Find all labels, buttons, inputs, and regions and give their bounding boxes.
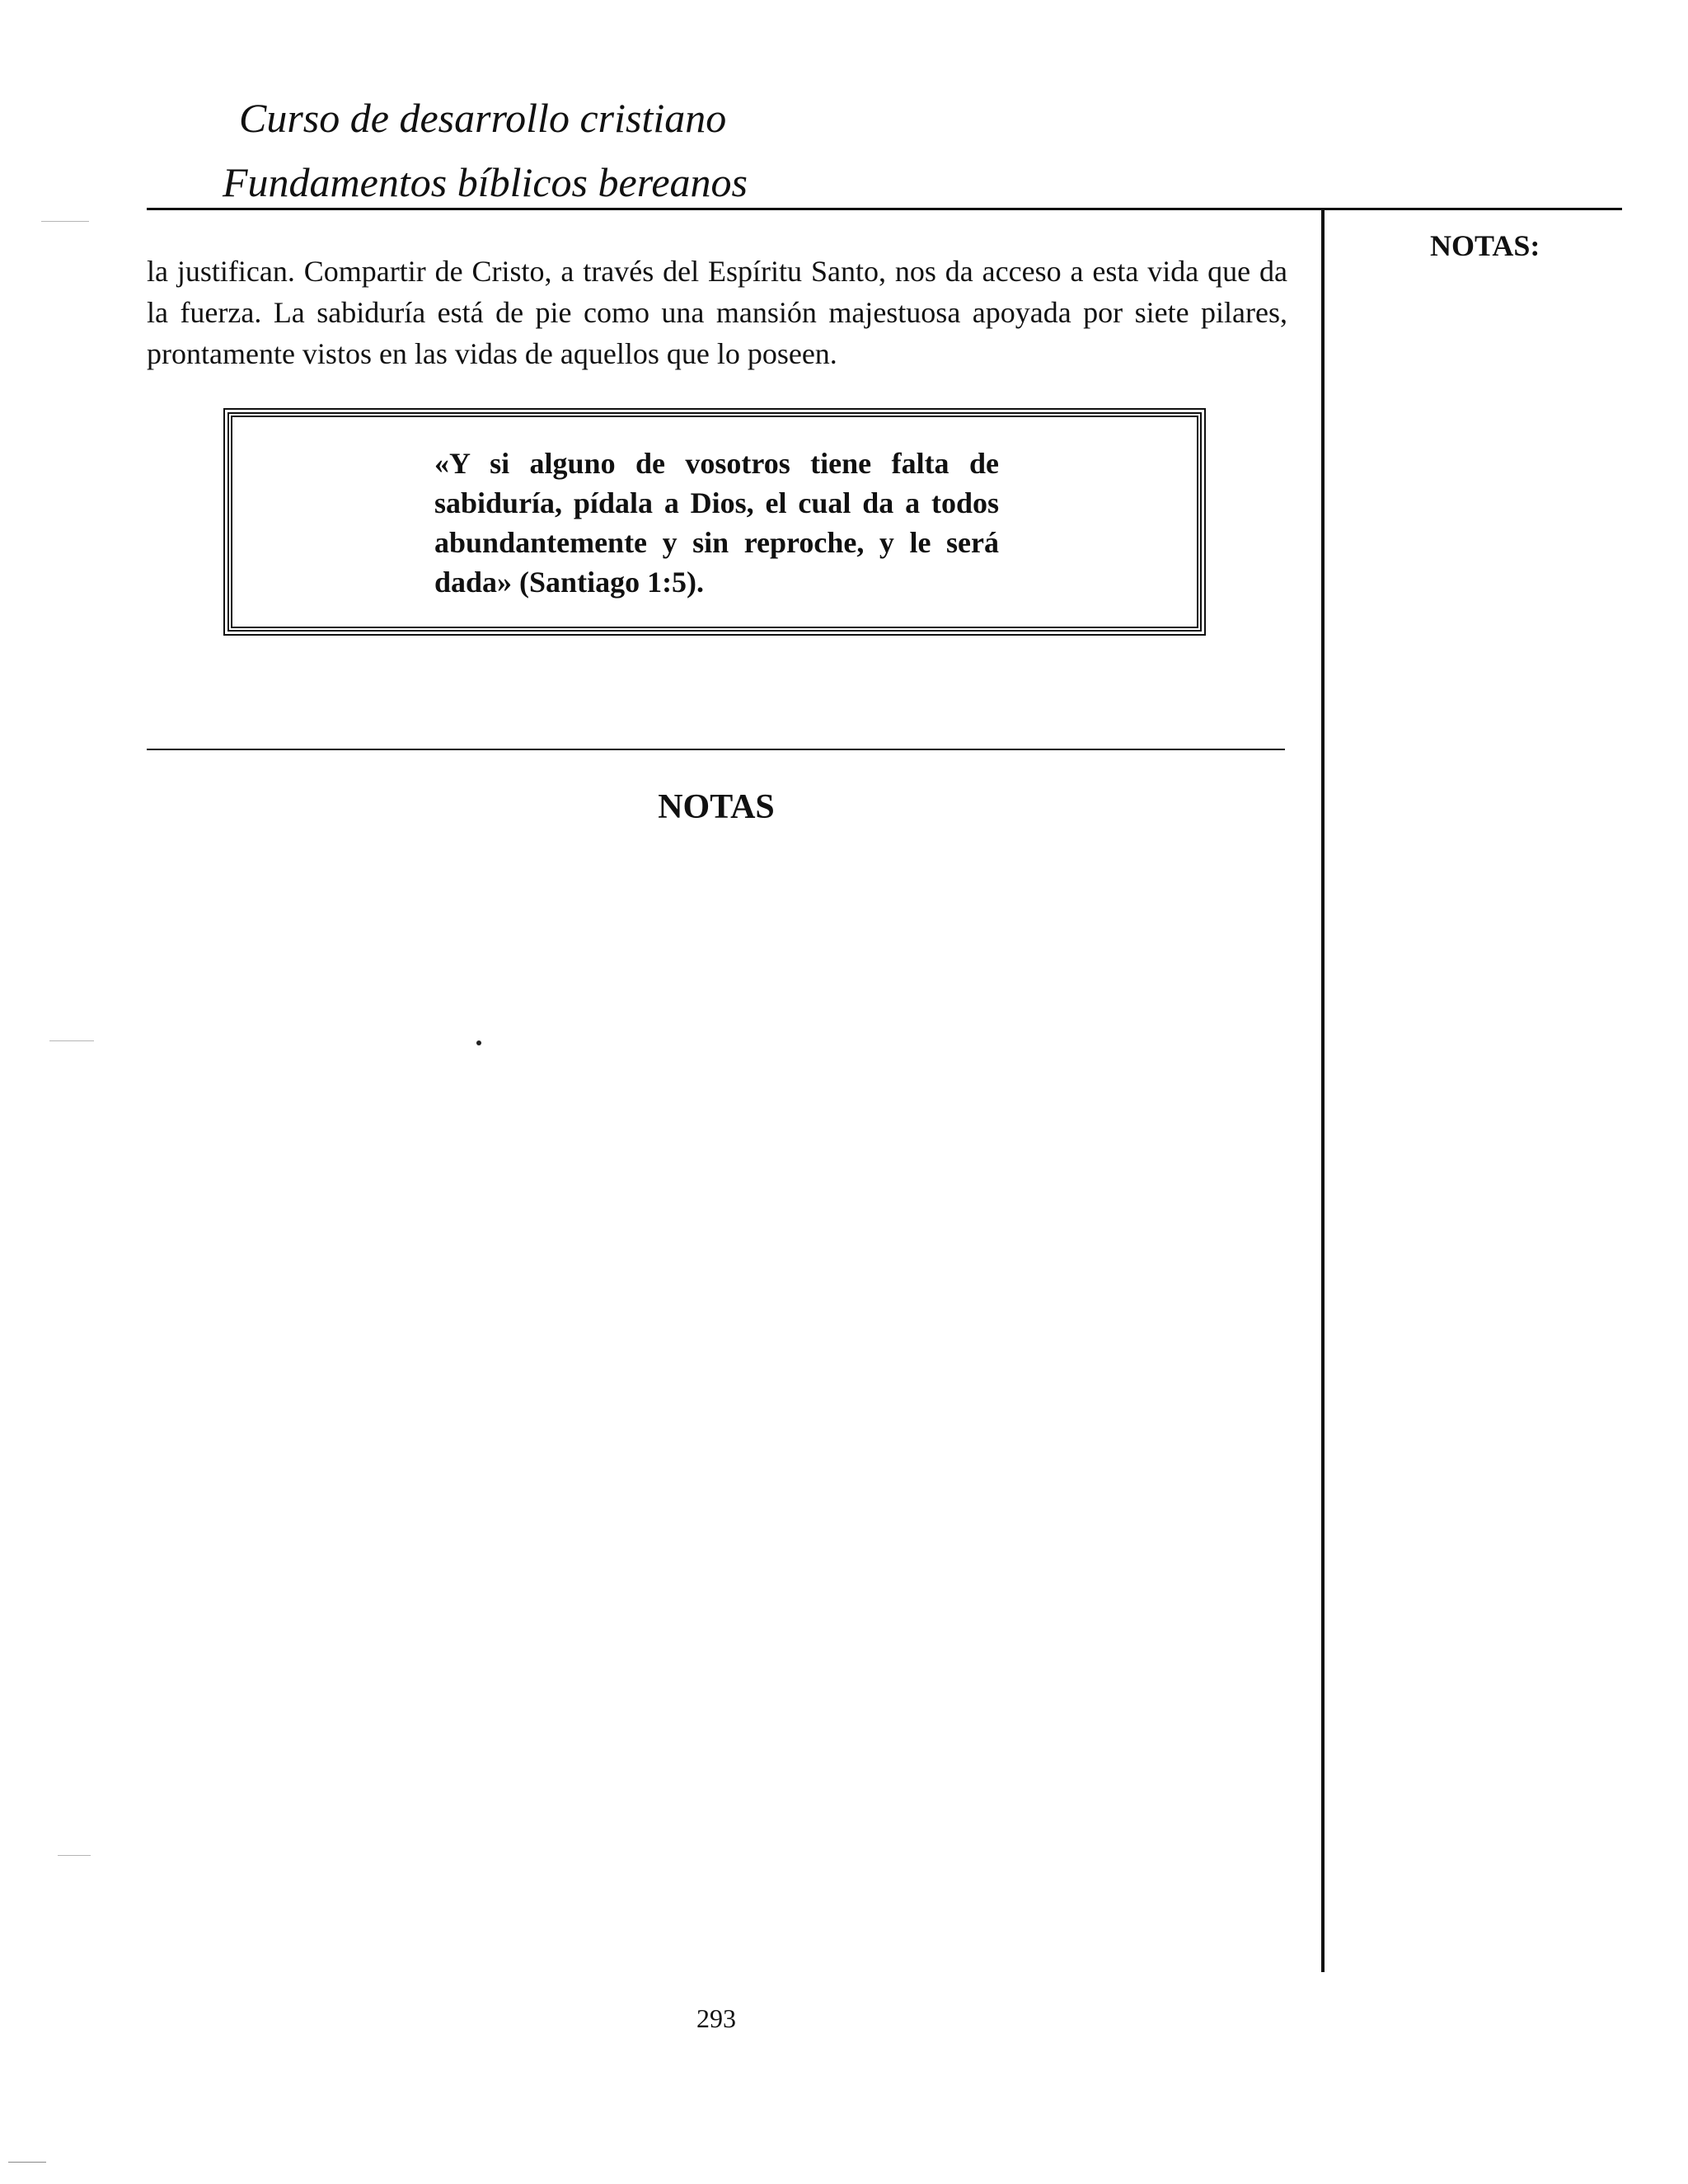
scripture-quote-box [227,412,1202,632]
scan-artifact-mark [8,2162,46,2163]
notes-section-heading: NOTAS [658,788,775,826]
scan-artifact-mark [58,1855,91,1856]
margin-column-divider [1321,208,1325,1972]
margin-notes-label: NOTAS: [1430,229,1540,262]
scripture-quote-text: «Y si alguno de vosotros tiene falta de sabiduría, pídala a Dios, el cual da a todos abundantemente y sin reproche, y le será dada» (Santiago 1:5). [434,447,999,599]
course-subtitle: Fundamentos bíblicos bereanos [223,159,748,205]
page-number: 293 [696,2003,736,2033]
header-divider [147,208,1622,210]
scan-speck [476,1040,481,1045]
section-divider [147,749,1285,750]
scan-artifact-mark [41,221,89,222]
body-paragraph: la justifican. Compartir de Cristo, a través del Espíritu Santo, nos da acceso a esta vida que da la fuerza. La sabiduría está de pie como una mansión majestuosa apoyada por siete pilares, prontamente vistos en las vidas de aquellos que lo poseen. [147,255,1287,370]
course-title: Curso de desarrollo cristiano [239,95,727,141]
scan-artifact-mark [49,1040,94,1041]
